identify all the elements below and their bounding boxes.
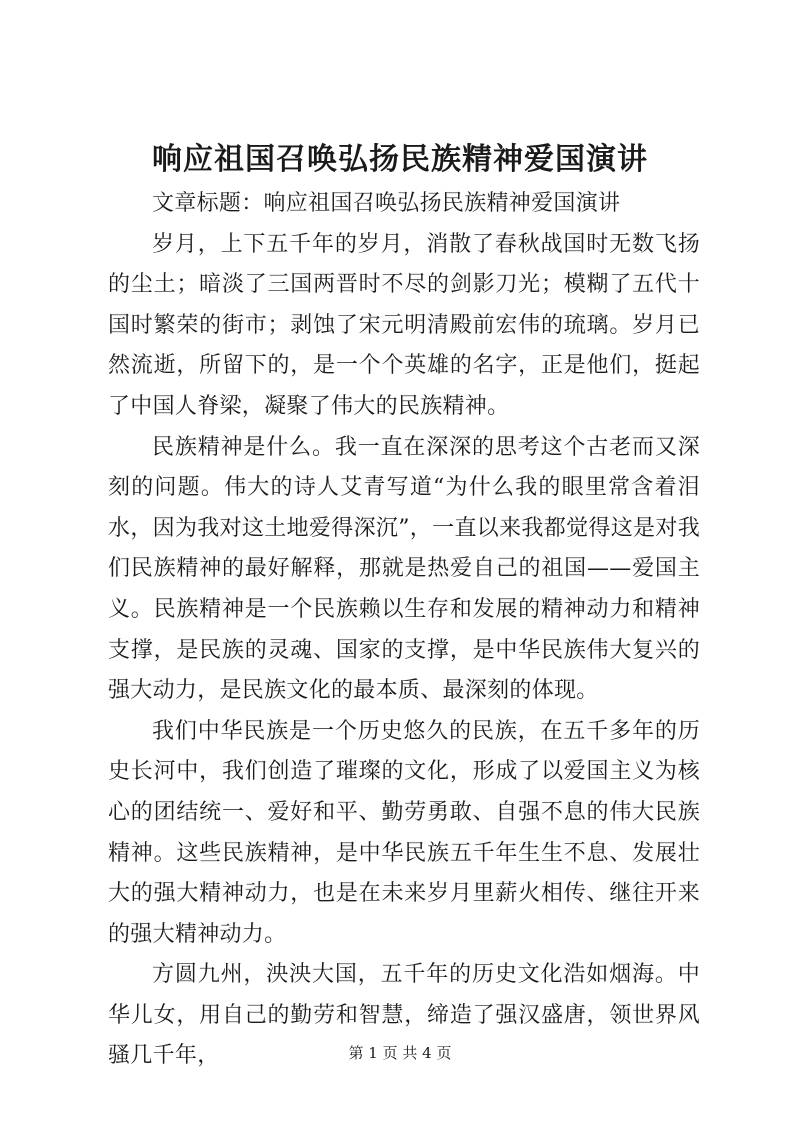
paragraph: 方圆九州，泱泱大国，五千年的历史文化浩如烟海。中华儿女，用自己的勤劳和智慧，缔造了强汉盛唐，领世界风骚几千年， — [108, 962, 700, 1069]
document-title: 响应祖国召唤弘扬民族精神爱国演讲 — [152, 142, 648, 177]
document-body — [108, 184, 700, 1077]
paragraph: 民族精神是什么。我一直在深深的思考这个古老而又深刻的问题。伟大的诗人艾青写道“为什么我的眼里常含着泪水，因为我对这土地爱得深沉”，一直以来我都觉得这是对我们民族精神的最好解释，那就是热爱自己的祖国——爱国主义。民族精神是一个民族赖以生存和发展的精神动力和精神支撑，是民族的灵魂、国家的支撑，是中华民族伟大复兴的强大动力，是民族文化的最本质、最深刻的体现。 — [108, 434, 700, 704]
paragraph: 我们中华民族是一个历史悠久的民族，在五千多年的历史长河中，我们创造了璀璨的文化，形成了以爱国主义为核心的团结统一、爱好和平、勤劳勇敢、自强不息的伟大民族精神。这些民族精神，是中华民族五千年生生不息、发展壮大的强大精神动力，也是在未来岁月里薪火相传、继往开来的强大精神动力。 — [108, 718, 700, 947]
page-footer: 第 1 页 共 4 页 — [348, 1044, 452, 1062]
article-title-line: 文章标题：响应祖国召唤弘扬民族精神爱国演讲 — [152, 191, 621, 216]
paragraph: 岁月，上下五千年的岁月，消散了春秋战国时无数飞扬的尘土；暗淡了三国两晋时不尽的剑影刀光；模糊了五代十国时繁荣的街市；剥蚀了宋元明清殿前宏伟的琉璃。岁月已然流逝，所留下的，是一个个英雄的名字，正是他们，挺起了中国人脊梁，凝聚了伟大的民族精神。 — [108, 231, 700, 419]
